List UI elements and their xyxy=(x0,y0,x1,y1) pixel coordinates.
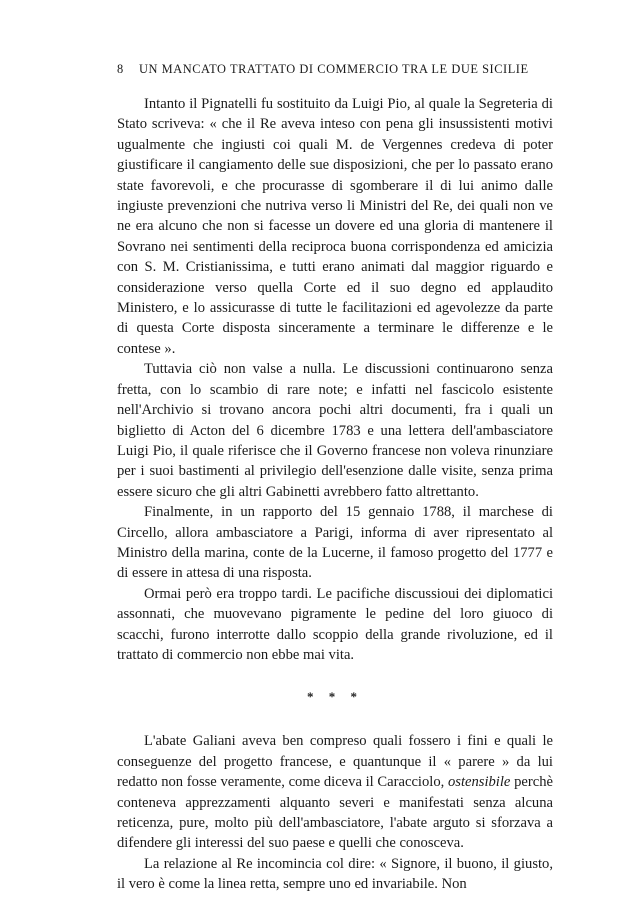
paragraph-finalmente: Finalmente, in un rapporto del 15 gennaio 1788, il marchese di Circello, allora ambasciatore a Parigi, informa di aver ripresentato al Ministro della marina, conte de la Lucerne, il famoso progetto del 1777 e di essere in attesa di una risposta. xyxy=(117,504,553,582)
paragraph-tuttavia: Tuttavia ciò non valse a nulla. Le discussioni continuarono senza fretta, con lo scambio di rare note; e infatti nel fascicolo esistente nell'Archivio si trovano ancora pochi altri documenti, fra i quali un biglietto di Acton del 6 dicembre 1783 e una lettera dell'ambasciatore Luigi Pio, il quale riferisce che il Governo francese non voleva rinunziare per i suoi bastimenti al privilegio dell'esenzione dalle visite, senza prima essere sicuro che gli altri Gabinetti avrebbero fatto altrettanto. xyxy=(117,361,553,500)
running-header xyxy=(117,62,553,77)
galiani-text-end: perchè conteneva apprezzamenti alquanto severi e manifestati senza alcuna reticenza, pure, molto più dell'ambasciatore, l'abate arguto si sforzava a difendere gli interessi del suo paese e quelli che conosceva. xyxy=(117,774,553,852)
paragraph-galiani xyxy=(117,731,553,853)
paragraph-ormai: Ormai però era troppo tardi. Le pacifiche discussioui dei diplomatici assonnati, che muovevano pigramente le pedine del loro giuoco di scacchi, furono interrotte dallo scoppio della grande rivoluzione, ed il trattato di commercio non ebbe mai vita. xyxy=(117,585,553,663)
galiani-text-start: L'abate Galiani aveva ben compreso quali fossero i fini e quali le conseguenze del progetto francese, e quantunque il « parere » da lui redatto non fosse veramente, come diceva il Caracciolo, xyxy=(117,733,553,791)
paragraph-pignatelli: Intanto il Pignatelli fu sostituito da Luigi Pio, al quale la Segreteria di Stato scriveva: « che il Re aveva inteso con pena gli insussistenti motivi ugualmente che ingiusti coi quali M. de Vergennes credeva di poter giustificare il cangiamento delle sue disposizioni, che per lo passato erano state favorevoli, e che procurasse di sgomberare il di lui animo dalle ingiuste prevenzioni che nutriva verso li Ministri del Re, dei quali non ve ne era alcuno che non si facesse un dovere ed una gloria di mantenere il Sovrano nei sentimenti della reciproca buona corrispondenza ed amicizia con S. M. Cristianissima, e tutti erano animati dal maggior riguardo e considerazione verso quella Corte ed il suo degno ed applaudito Ministero, e lo assicurasse di tutte le facilitazioni ed agevolezze da parte di questa Corte disposta sinceramente a terminare le differenze e le contese ». xyxy=(117,96,553,357)
document-page xyxy=(117,62,553,895)
section-separator: * * * xyxy=(307,689,363,705)
page-number: 8 xyxy=(117,62,124,76)
running-title: UN MANCATO TRATTATO DI COMMERCIO TRA LE DUE SICILIE xyxy=(139,62,529,76)
paragraph-relazione: La relazione al Re incomincia col dire: « Signore, il buono, il giusto, il vero è come la linea retta, sempre uno ed invariabile. Non xyxy=(117,855,553,893)
italic-term: ostensibile xyxy=(447,774,511,791)
